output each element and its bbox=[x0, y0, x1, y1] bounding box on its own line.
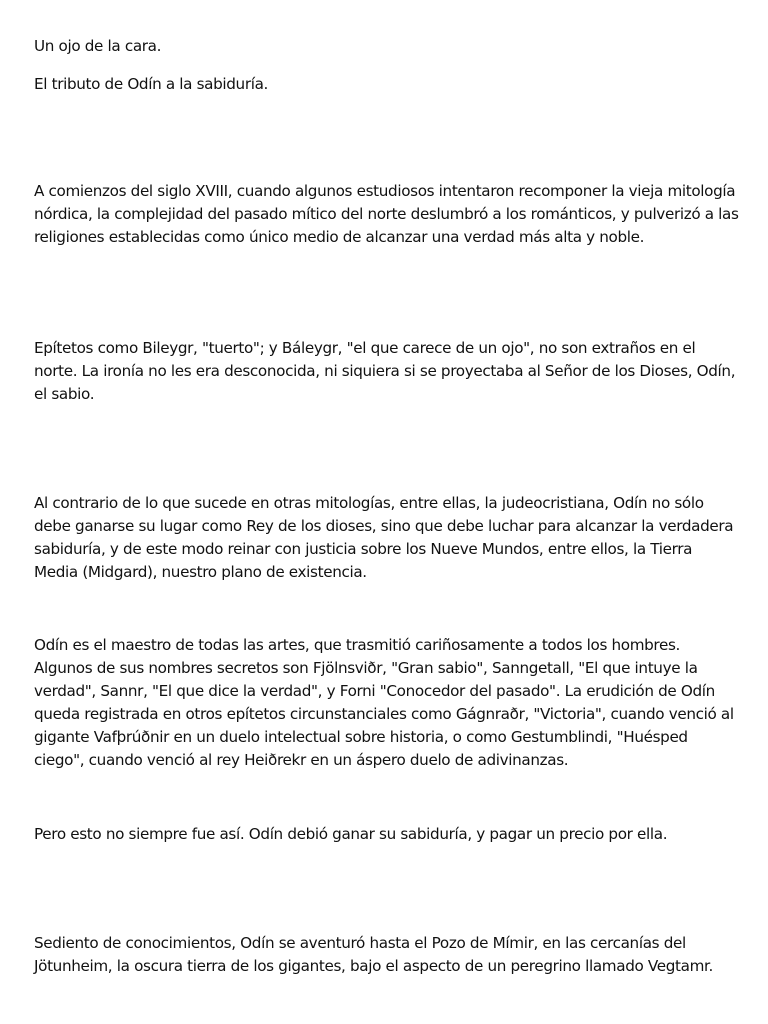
paragraph-line: Pero esto no siempre fue así. Odín debió ganar su sabiduría, y pagar un precio por ella. bbox=[34, 825, 668, 843]
paragraph-line: verdad", Sannr, "El que dice la verdad", y Forni "Conocedor del pasado". La erudición de Odín bbox=[34, 682, 715, 700]
paragraph-line: Al contrario de lo que sucede en otras mitologías, entre ellas, la judeocristiana, Odín no sólo bbox=[34, 494, 704, 512]
paragraph-line: sabiduría, y de este modo reinar con justicia sobre los Nueve Mundos, entre ellos, la Tierra bbox=[34, 540, 693, 558]
paragraph-3 bbox=[34, 492, 734, 584]
paragraph-line: religiones establecidas como único medio de alcanzar una verdad más alta y noble. bbox=[34, 228, 645, 246]
paragraph-1 bbox=[34, 180, 739, 249]
paragraph-line: Jötunheim, la oscura tierra de los gigantes, bajo el aspecto de un peregrino llamado Vegtamr. bbox=[34, 957, 714, 975]
paragraph-6 bbox=[34, 932, 734, 978]
paragraph-line: gigante Vafþrúðnir en un duelo intelectual sobre historia, o como Gestumblindi, "Huésped bbox=[34, 728, 688, 746]
paragraph-line: norte. La ironía no les era desconocida, ni siquiera si se proyectaba al Señor de los Dioses, Odín, bbox=[34, 362, 736, 380]
paragraph-line: ciego", cuando venció al rey Heiðrekr en un áspero duelo de adivinanzas. bbox=[34, 751, 569, 769]
title-line-2: El tributo de Odín a la sabiduría. bbox=[34, 75, 269, 93]
paragraph-line: Epítetos como Bileygr, "tuerto"; y Báleygr, "el que carece de un ojo", no son extraños en el bbox=[34, 339, 696, 357]
paragraph-line: Media (Midgard), nuestro plano de existencia. bbox=[34, 563, 367, 581]
title-line-1: Un ojo de la cara. bbox=[34, 37, 162, 55]
paragraph-line: Sediento de conocimientos, Odín se aventuró hasta el Pozo de Mímir, en las cercanías del bbox=[34, 934, 686, 952]
paragraph-line: A comienzos del siglo XVIII, cuando algunos estudiosos intentaron recomponer la vieja mitología bbox=[34, 182, 736, 200]
paragraph-2 bbox=[34, 337, 734, 406]
paragraph-line: nórdica, la complejidad del pasado mítico del norte deslumbró a los románticos, y pulverizó a las bbox=[34, 205, 739, 223]
paragraph-line: Odín es el maestro de todas las artes, que trasmitió cariñosamente a todos los hombres. bbox=[34, 636, 681, 654]
paragraph-line: debe ganarse su lugar como Rey de los dioses, sino que debe luchar para alcanzar la verdadera bbox=[34, 517, 734, 535]
paragraph-line: Algunos de sus nombres secretos son Fjölnsviðr, "Gran sabio", Sanngetall, "El que intuye la bbox=[34, 659, 698, 677]
paragraph-line: el sabio. bbox=[34, 385, 95, 403]
paragraph-5 bbox=[34, 823, 734, 846]
paragraph-line: queda registrada en otros epítetos circunstanciales como Gágnraðr, "Victoria", cuando venció al bbox=[34, 705, 734, 723]
paragraph-4 bbox=[34, 634, 734, 772]
